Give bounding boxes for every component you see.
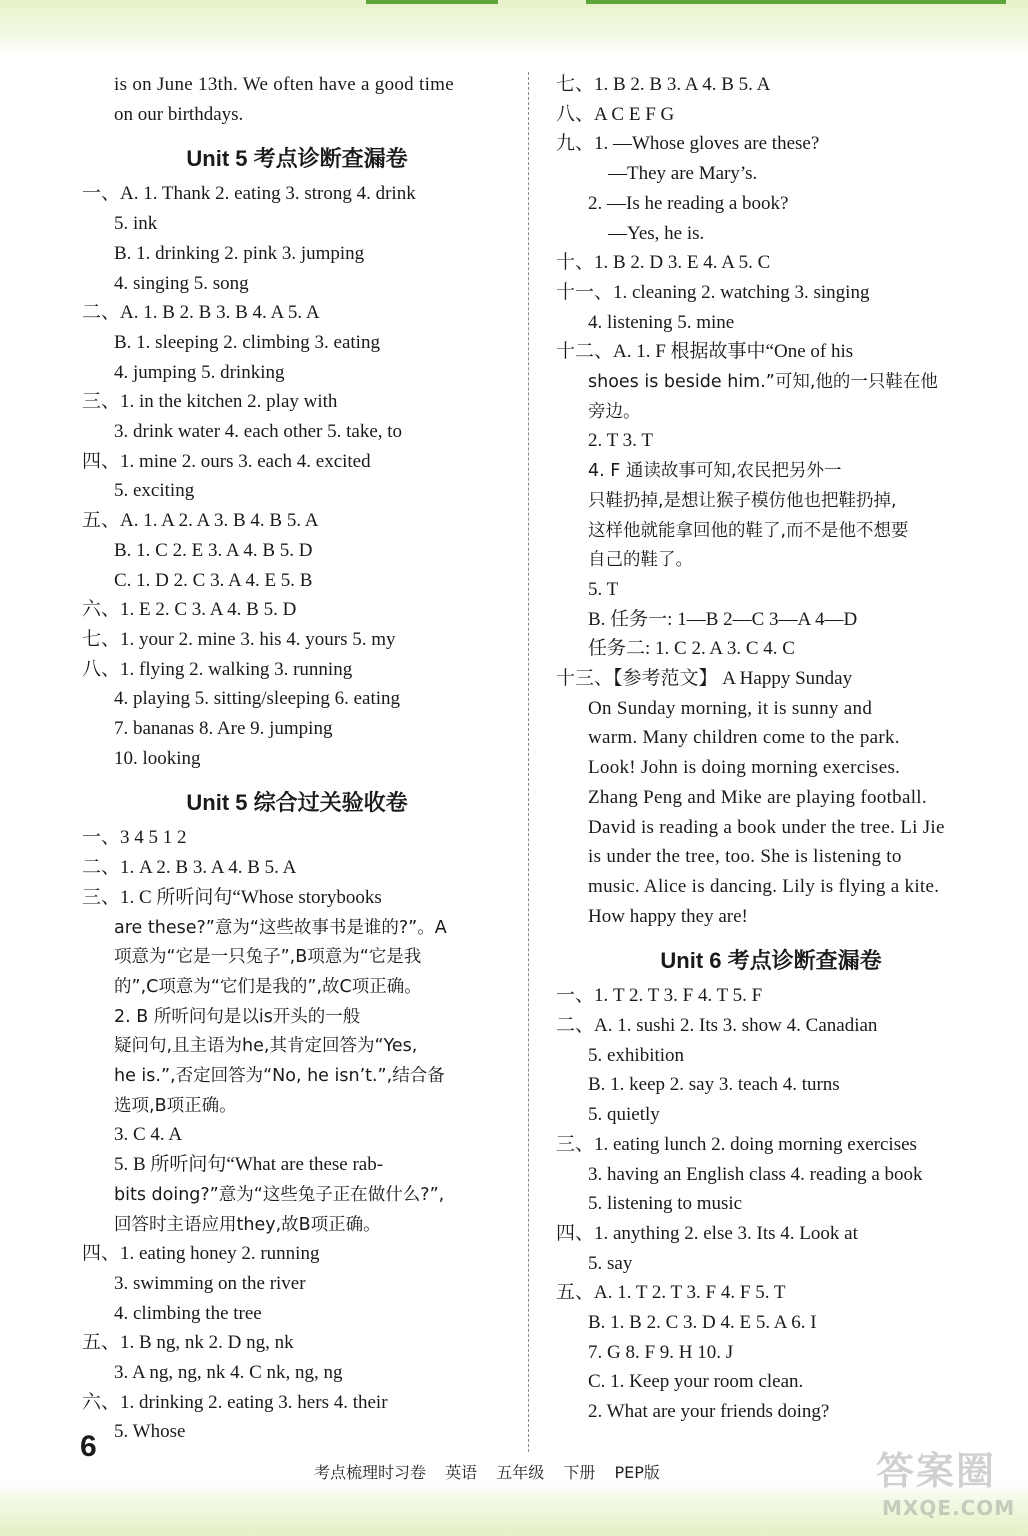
- answer-line: 5. quietly: [588, 1104, 660, 1126]
- answer-line: he is.”,否定回答为“No, he isn’t.”,结合备: [114, 1066, 445, 1086]
- answer-line: C. 1. D 2. C 3. A 4. E 5. B: [114, 569, 313, 591]
- answer-line: 十一、1. cleaning 2. watching 3. singing: [556, 281, 870, 303]
- answer-line: 选项,B项正确。: [114, 1095, 237, 1116]
- answer-line: 一、1. T 2. T 3. F 4. T 5. F: [556, 985, 763, 1007]
- answer-line: is under the tree, too. She is listening to: [588, 846, 902, 868]
- answer-line: 5. listening to music: [588, 1193, 743, 1215]
- footer-volume: 下册: [563, 1463, 596, 1482]
- answer-line: 2. What are your friends doing?: [588, 1401, 830, 1423]
- answer-line: 4. playing 5. sitting/sleeping 6. eating: [114, 688, 401, 710]
- top-bar-right: [586, 0, 1006, 4]
- answer-line: How happy they are!: [588, 905, 748, 927]
- answer-line: 自己的鞋了。: [588, 550, 693, 571]
- answer-line: 七、1. B 2. B 3. A 4. B 5. A: [556, 74, 771, 95]
- answer-line: 旁边。: [588, 401, 641, 422]
- answer-line: 三、1. C 所听问句“Whose storybooks: [82, 886, 382, 908]
- answer-line: 3. C 4. A: [114, 1124, 183, 1146]
- answer-line: is on June 13th. We often have a good time: [114, 74, 454, 95]
- answer-line: 项意为“它是一只兔子”,B项意为“它是我: [114, 947, 422, 968]
- answer-line: 的”,C项意为“它们是我的”,故C项正确。: [114, 976, 422, 997]
- answer-line: 十三、【参考范文】 A Happy Sunday: [556, 668, 853, 689]
- answer-line: 2. —Is he reading a book?: [588, 192, 789, 214]
- answer-line: warm. Many children come to the park.: [588, 727, 900, 749]
- answer-line: 7. bananas 8. Are 9. jumping: [114, 718, 333, 739]
- footer-info: [314, 1460, 674, 1483]
- answer-line: —They are Mary’s.: [608, 163, 758, 185]
- answer-line: 5. exhibition: [588, 1044, 685, 1066]
- answer-line: 这样他就能拿回他的鞋了,而不是他不想要: [588, 520, 909, 541]
- bottom-decorative-band: [0, 1484, 1028, 1536]
- watermark-text: 答案圈: [876, 1449, 997, 1493]
- answer-line: B. 1. B 2. C 3. D 4. E 5. A 6. I: [588, 1312, 817, 1333]
- answer-line: 一、A. 1. Thank 2. eating 3. strong 4. drink: [82, 183, 416, 205]
- answer-line: 5. T: [588, 578, 619, 600]
- footer-series: 考点梳理时习卷: [314, 1463, 427, 1482]
- answer-line: 三、1. eating lunch 2. doing morning exercises: [556, 1133, 917, 1155]
- answer-line: 4. climbing the tree: [114, 1302, 262, 1324]
- answer-line: 4. singing 5. song: [114, 272, 249, 294]
- answer-line: 4. F 通读故事可知,农民把另外一: [588, 461, 842, 482]
- answer-line: 四、1. anything 2. else 3. Its 4. Look at: [556, 1222, 858, 1244]
- watermark: [876, 1440, 1016, 1530]
- answer-line: are these?”意为“这些故事书是谁的?”。A: [114, 917, 447, 938]
- answer-line: 五、A. 1. T 2. T 3. F 4. F 5. T: [556, 1282, 786, 1304]
- section-heading: Unit 6 考点诊断查漏卷: [660, 948, 882, 974]
- answer-line: 5. say: [588, 1252, 633, 1274]
- section-heading: Unit 5 综合过关验收卷: [186, 790, 408, 816]
- answer-line: David is reading a book under the tree. Li Jie: [588, 816, 945, 838]
- answer-line: 五、1. B ng, nk 2. D ng, nk: [82, 1332, 294, 1354]
- answer-line: C. 1. Keep your room clean.: [588, 1371, 804, 1393]
- answer-line: —Yes, he is.: [608, 222, 705, 244]
- answer-line: 十二、A. 1. F 根据故事中“One of his: [556, 341, 854, 363]
- top-decorative-band: [0, 0, 1028, 58]
- answer-line: 只鞋扔掉,是想让猴子模仿他也把鞋扔掉,: [588, 490, 897, 511]
- answer-line: B. 1. keep 2. say 3. teach 4. turns: [588, 1074, 840, 1096]
- answer-line: 六、1. E 2. C 3. A 4. B 5. D: [82, 599, 297, 621]
- footer-edition: PEP版: [614, 1463, 660, 1482]
- column-divider: [528, 72, 529, 1452]
- answer-line: 5. B 所听问句“What are these rab-: [114, 1154, 384, 1176]
- answer-line: 六、1. drinking 2. eating 3. hers 4. their: [82, 1391, 388, 1413]
- answer-line: 四、1. mine 2. ours 3. each 4. excited: [82, 450, 371, 472]
- section-heading: Unit 5 考点诊断查漏卷: [186, 146, 408, 172]
- answer-line: 八、1. flying 2. walking 3. running: [82, 658, 353, 680]
- answer-line: B. 1. C 2. E 3. A 4. B 5. D: [114, 539, 313, 561]
- answer-line: 回答时主语应用they,故B项正确。: [114, 1214, 381, 1235]
- answer-line: 3. swimming on the river: [114, 1272, 306, 1294]
- answer-line: 七、1. your 2. mine 3. his 4. yours 5. my: [82, 628, 396, 650]
- answer-line: 5. Whose: [114, 1421, 186, 1443]
- answer-line: Zhang Peng and Mike are playing football.: [588, 786, 927, 808]
- answer-line: 十、1. B 2. D 3. E 4. A 5. C: [556, 252, 771, 274]
- answer-line: 3. drink water 4. each other 5. take, to: [114, 421, 403, 442]
- answer-line: 5. exciting: [114, 480, 195, 502]
- answer-line: on our birthdays.: [114, 103, 244, 125]
- answer-line: music. Alice is dancing. Lily is flying a kite.: [588, 875, 940, 897]
- answer-line: 4. listening 5. mine: [588, 311, 735, 333]
- answer-line: 八、A C E F G: [556, 103, 675, 125]
- footer-subject: 英语: [445, 1463, 478, 1482]
- answer-line: B. 任务一: 1—B 2—C 3—A 4—D: [588, 608, 858, 630]
- answer-line: 3. having an English class 4. reading a book: [588, 1163, 923, 1185]
- answer-line: 3. A ng, ng, nk 4. C nk, ng, ng: [114, 1362, 343, 1383]
- answer-line: 二、A. 1. B 2. B 3. B 4. A 5. A: [82, 302, 320, 324]
- answer-line: shoes is beside him.”可知,他的一只鞋在他: [588, 372, 938, 392]
- answer-line: 2. B 所听问句是以is开头的一般: [114, 1006, 361, 1027]
- answer-line: bits doing?”意为“这些兔子正在做什么?”,: [114, 1184, 445, 1205]
- answer-line: 10. looking: [114, 747, 201, 769]
- answer-line: 三、1. in the kitchen 2. play with: [82, 391, 338, 413]
- answer-line: B. 1. drinking 2. pink 3. jumping: [114, 242, 365, 264]
- watermark-url: MXQE.COM: [882, 1496, 1016, 1520]
- answer-line: On Sunday morning, it is sunny and: [588, 697, 873, 719]
- answer-line: 4. jumping 5. drinking: [114, 361, 285, 383]
- answer-line: 五、A. 1. A 2. A 3. B 4. B 5. A: [82, 510, 319, 532]
- answer-line: B. 1. sleeping 2. climbing 3. eating: [114, 331, 380, 353]
- answer-line: 任务二: 1. C 2. A 3. C 4. C: [588, 638, 795, 660]
- answer-line: 7. G 8. F 9. H 10. J: [588, 1341, 734, 1363]
- answer-line: 5. ink: [114, 213, 158, 235]
- answer-line: 2. T 3. T: [588, 430, 653, 452]
- answer-line: Look! John is doing morning exercises.: [588, 757, 901, 779]
- answer-line: 二、A. 1. sushi 2. Its 3. show 4. Canadian: [556, 1015, 878, 1036]
- footer-grade: 五年级: [496, 1463, 545, 1482]
- answer-line: 二、1. A 2. B 3. A 4. B 5. A: [82, 857, 297, 879]
- answer-line: 疑问句,且主语为he,其肯定回答为“Yes,: [114, 1036, 418, 1057]
- answer-line: 四、1. eating honey 2. running: [82, 1243, 320, 1265]
- top-bar-left: [366, 0, 498, 4]
- answer-line: 九、1. —Whose gloves are these?: [556, 133, 820, 155]
- page-number: 6: [80, 1430, 97, 1463]
- answer-line: 一、3 4 5 1 2: [82, 827, 187, 849]
